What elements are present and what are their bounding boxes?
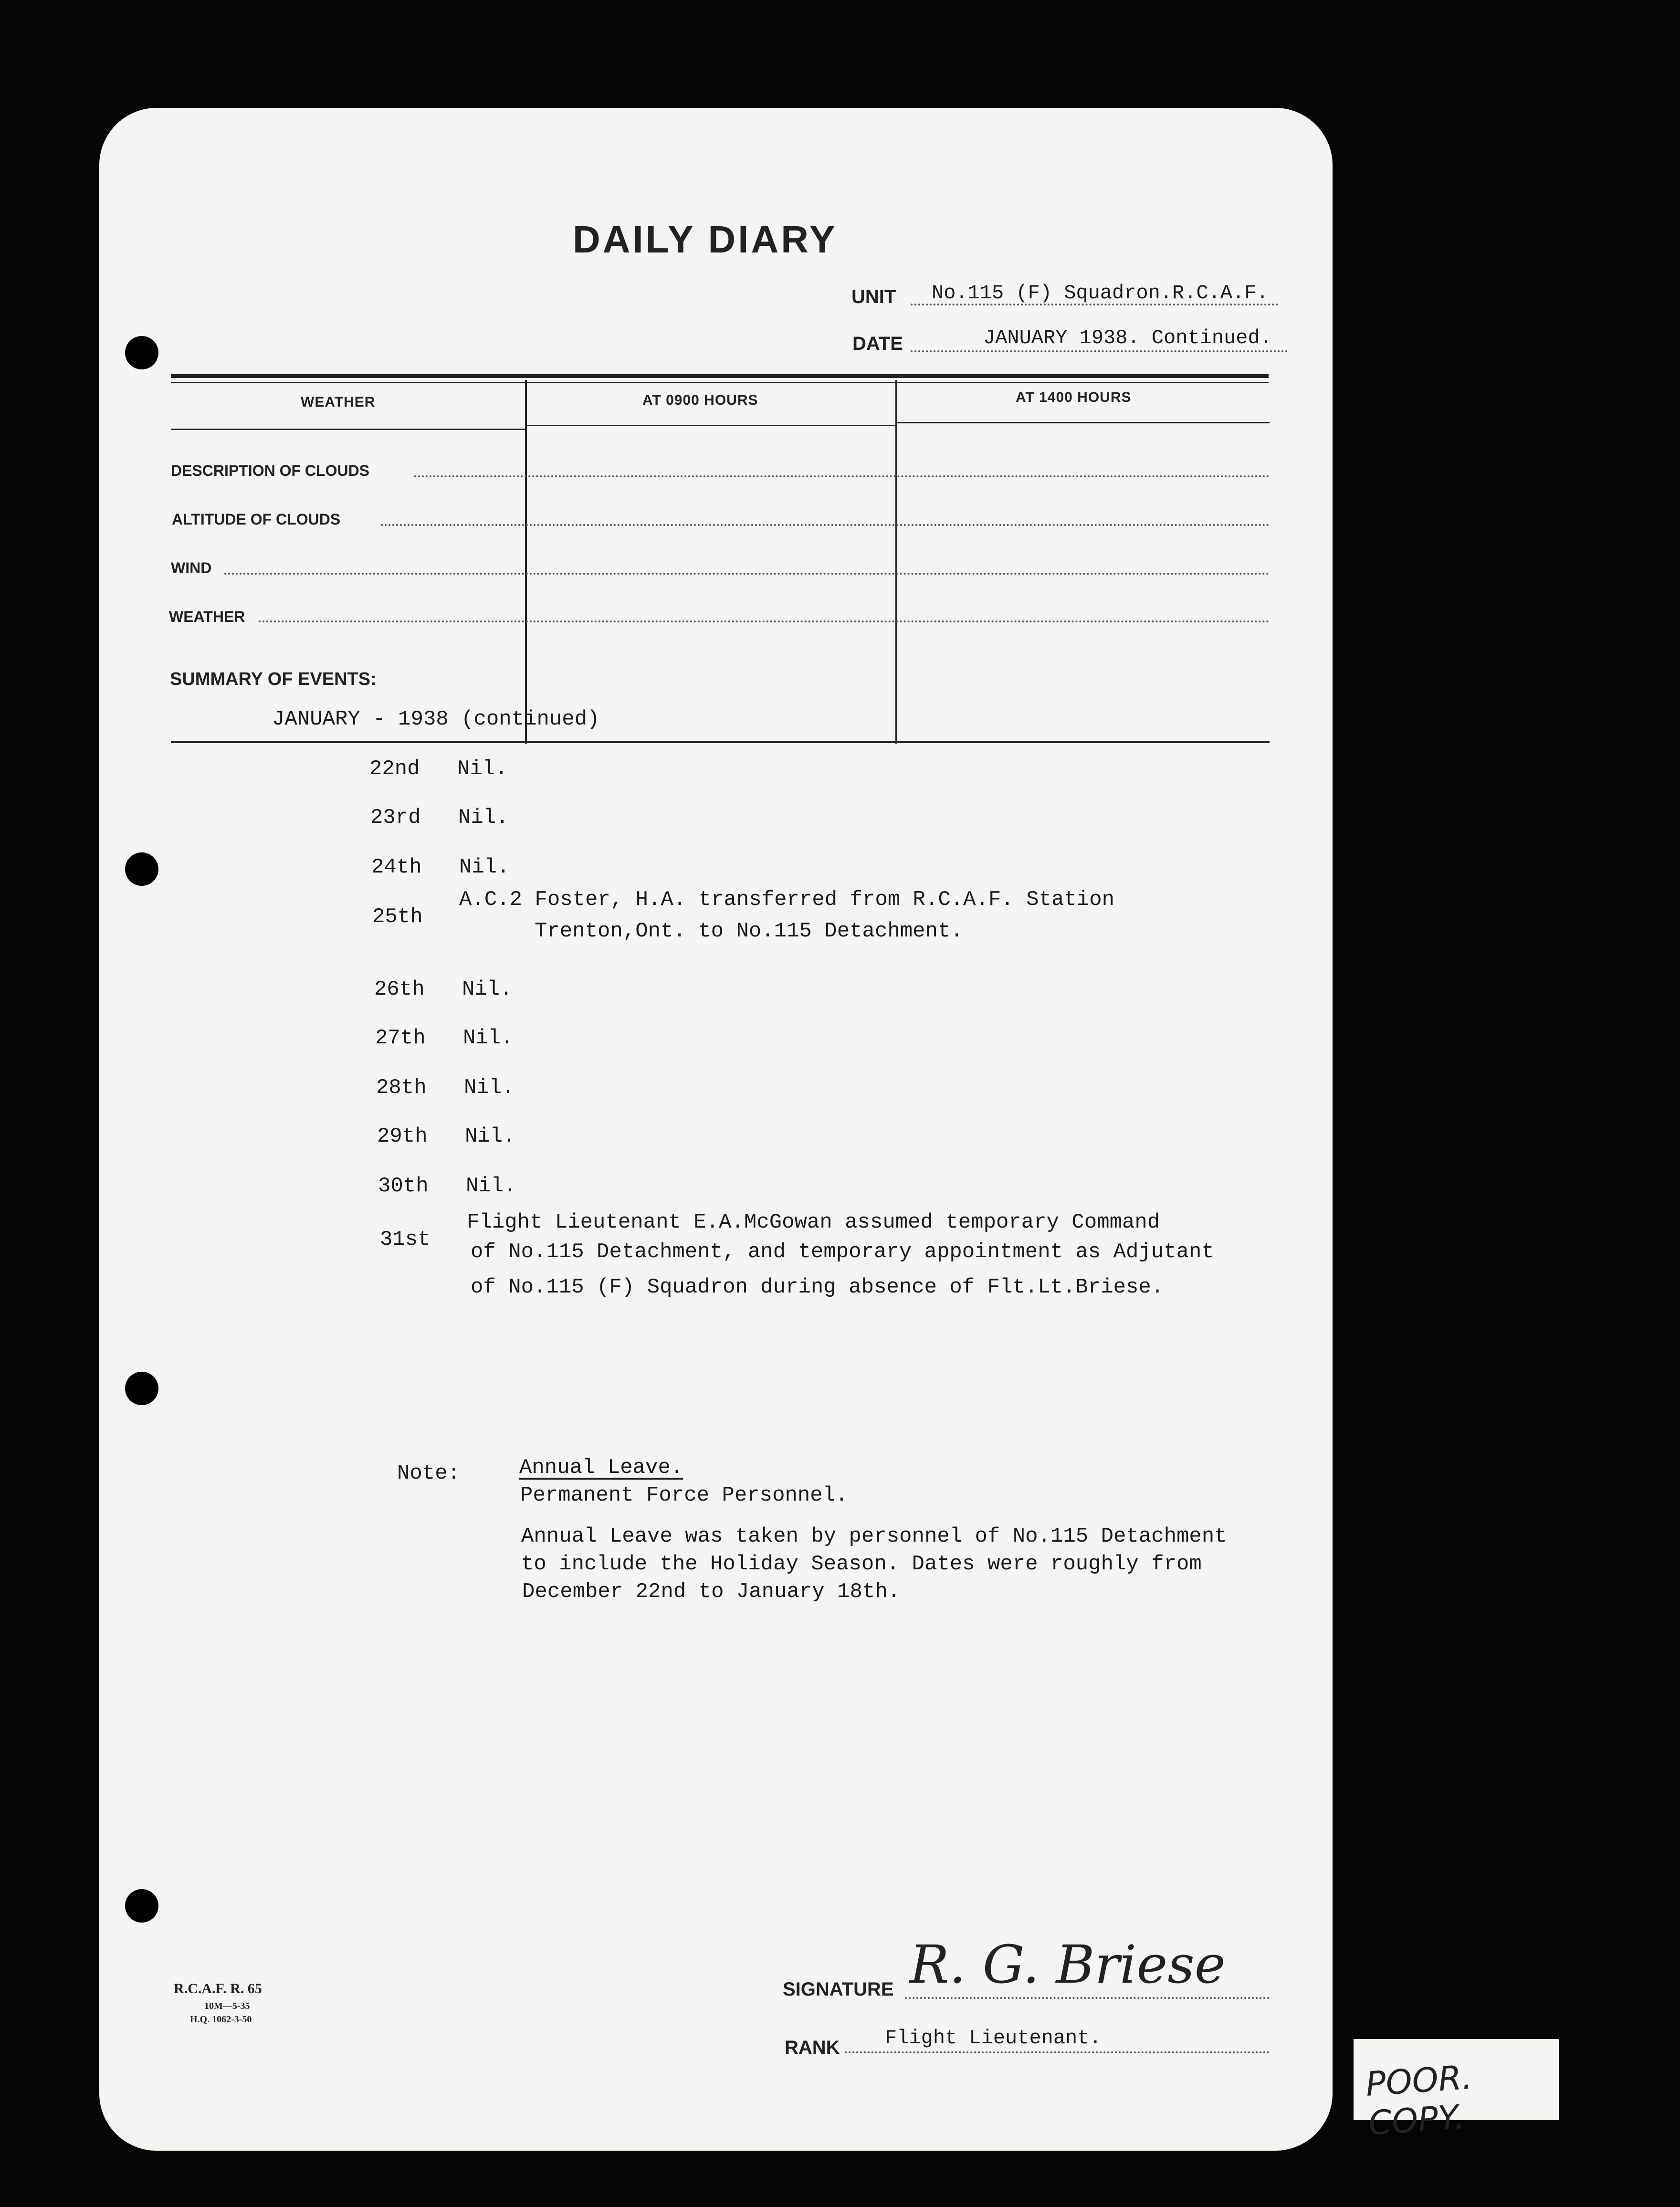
note-subheading: Permanent Force Personnel. [520,1483,848,1507]
entry-day: 29th [377,1125,428,1148]
punch-hole [125,852,158,886]
unit-value: No.115 (F) Squadron.R.C.A.F. [932,282,1269,305]
entry-text: Nil. [465,1125,515,1148]
entry-text: Nil. [459,855,510,879]
entry-text: Nil. [464,1076,514,1100]
entry-text: A.C.2 Foster, H.A. transferred from R.C.A.F. Station [459,888,1115,912]
entry-text: Trenton,Ont. to No.115 Detachment. [535,919,963,943]
date-label: DATE [852,333,903,354]
form-number-hq-line: H.Q. 1062-3-50 [190,2014,252,2025]
punch-hole [125,336,158,369]
entry-day: 25th [372,905,423,929]
signature-line [905,1997,1270,1999]
entry-day: 30th [378,1174,429,1198]
weather-column-header: WEATHER [301,394,376,410]
page-title: DAILY DIARY [573,218,838,261]
poor-copy-label [1354,2039,1559,2143]
diary-page [99,108,1333,2151]
entry-text: Flight Lieutenant E.A.McGowan assumed temporary Command [467,1210,1160,1234]
entry-day: 28th [376,1076,427,1100]
form-number-print-line: 10M—5-35 [204,2001,250,2011]
entry-day: 27th [375,1026,426,1050]
poor-copy-text: POOR. COPY. [1364,2057,1474,2143]
description-of-clouds-label: DESCRIPTION OF CLOUDS [171,462,370,479]
form-number: R.C.A.F. R. 65 [174,1981,262,1997]
wind-label: WIND [171,559,212,577]
rank-value: Flight Lieutenant. [885,2027,1102,2049]
entry-text: Nil. [466,1174,516,1198]
punch-hole [125,1889,158,1923]
note-body-line: December 22nd to January 18th. [522,1580,901,1604]
entry-text: of No.115 Detachment, and temporary appointment as Adjutant [471,1240,1214,1264]
note-body-line: to include the Holiday Season. Dates were roughly from [521,1552,1202,1576]
date-value: JANUARY 1938. Continued. [983,326,1272,349]
punch-hole [125,1372,158,1405]
date-line [911,350,1288,352]
entry-text: Nil. [463,1026,514,1050]
weather-row-label: WEATHER [169,608,245,625]
note-label: Note: [397,1461,461,1485]
rank-label: RANK [785,2037,840,2058]
entry-day: 24th [371,855,422,879]
1400-column-header: AT 1400 HOURS [1016,389,1132,405]
rank-line [845,2051,1270,2053]
altitude-of-clouds-label: ALTITUDE OF CLOUDS [172,511,341,528]
entry-text: of No.115 (F) Squadron during absence of Flt.Lt.Briese. [471,1275,1164,1299]
unit-label: UNIT [851,286,896,307]
summary-heading: SUMMARY OF EVENTS: [170,669,377,689]
note-body-line: Annual Leave was taken by personnel of No.115 Detachment [521,1524,1227,1548]
summary-month-line: JANUARY - 1938 (continued) [272,707,600,731]
handwritten-signature: R. G. Briese [910,1934,1226,1995]
entry-text: Nil. [457,757,508,781]
entry-day: 31st [380,1228,430,1251]
entry-text: Nil. [462,977,513,1001]
entry-day: 26th [374,977,425,1001]
note-heading: Annual Leave. [519,1456,683,1480]
signature-label: SIGNATURE [783,1979,894,2000]
entry-day: 23rd [370,806,421,830]
0900-column-header: AT 0900 HOURS [642,392,758,408]
entry-day: 22nd [369,757,420,781]
entry-text: Nil. [458,806,509,830]
